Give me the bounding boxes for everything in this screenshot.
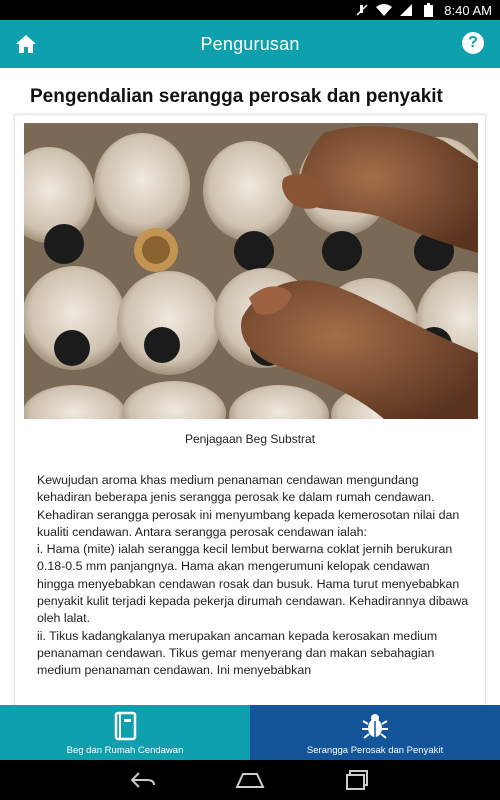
page-title: Pengurusan <box>200 33 300 54</box>
wifi-icon <box>376 3 392 17</box>
paragraph-hama: i. Hama (mite) ialah serangga kecil lembut berwarna coklat jernih berukuran 0.18-0.5 mm panjangnya. Hama akan mengerumuni kelopak cendawan hingga menyebabkan cendawan rosak dan busuk. Hama turut menyebabkan penyakit kulit terjadi kepada pekerja dirumah cendawan. Kehadirannya dibawa oleh lalat. <box>37 542 469 626</box>
status-time: 8:40 AM <box>444 2 492 18</box>
tab-label: Beg dan Rumah Cendawan <box>66 745 184 756</box>
tab-label: Serangga Perosak dan Penyakit <box>306 745 444 756</box>
article-body <box>37 472 469 680</box>
app-bar <box>0 20 500 68</box>
substrate-bags-photo <box>24 123 478 419</box>
image-caption: Penjagaan Beg Substrat <box>184 432 316 446</box>
signal-icon <box>398 3 414 17</box>
recents-icon[interactable] <box>342 769 372 791</box>
home-icon[interactable] <box>14 32 38 56</box>
bug-icon <box>360 711 390 741</box>
back-icon[interactable] <box>128 769 158 791</box>
paragraph-intro: Kewujudan aroma khas medium penanaman cendawan mengundang kehadiran beberapa jenis serangga perosak ke dalam rumah cendawan. Kehadiran serangga perosak ini menyumbang kepada kemerosotan nilai dan kualiti cendawan. Antara serangga perosak cendawan ialah: <box>37 473 460 539</box>
battery-icon <box>420 3 436 17</box>
tab-serangga-perosak-dan-penyakit[interactable] <box>250 705 500 760</box>
article-card <box>14 114 486 705</box>
paragraph-tikus: ii. Tikus kadangkalanya merupakan ancaman kepada kerosakan medium penanaman cendawan. Tikus gemar menyerang dan makan sebahagian medium penanaman cendawan. Ini menyebabkan <box>37 628 438 678</box>
tab-beg-dan-rumah-cendawan[interactable] <box>0 705 250 760</box>
status-bar <box>0 0 500 20</box>
main-content[interactable] <box>0 68 500 705</box>
article-title: Pengendalian serangga perosak dan penyakit <box>30 86 443 107</box>
home-icon[interactable] <box>235 769 265 791</box>
system-nav-bar <box>0 760 500 800</box>
book-icon <box>110 711 140 741</box>
bottom-tab-bar <box>0 705 500 760</box>
mute-icon <box>354 3 370 17</box>
help-icon[interactable]: ? <box>462 32 484 54</box>
